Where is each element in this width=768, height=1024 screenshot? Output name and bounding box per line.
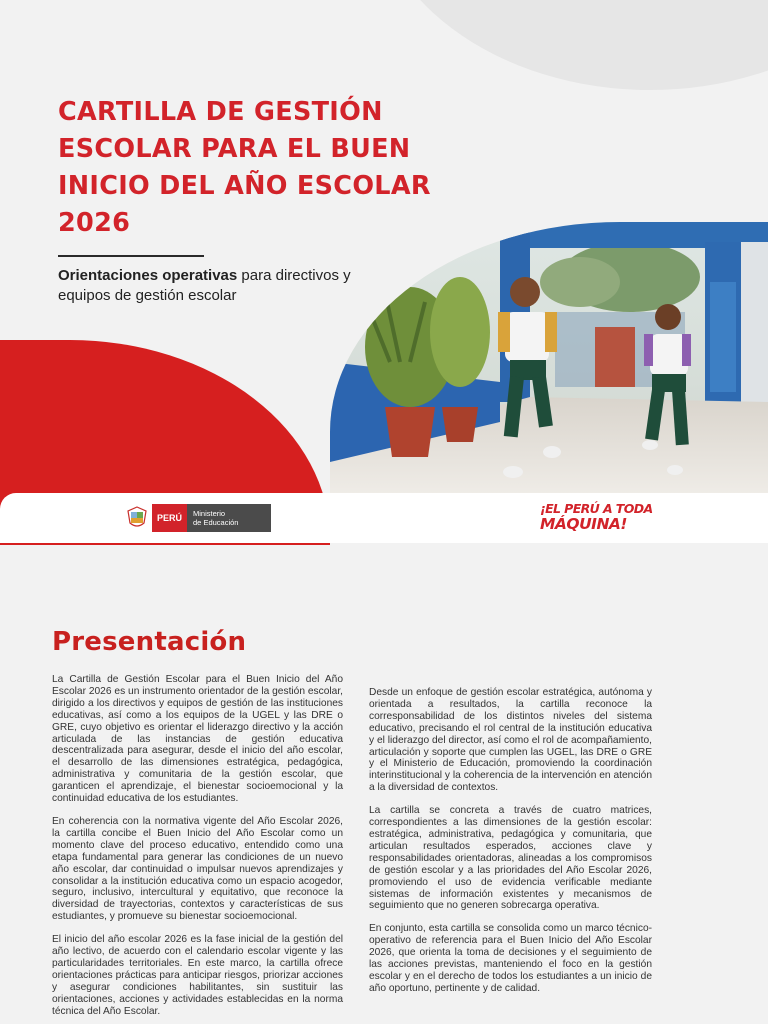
paragraph: La Cartilla de Gestión Escolar para el Buen Inicio del Año Escolar 2026 es un instrumento orientador de la gestión escolar, dirigido a los directivos y equipos de gestión de las instituciones educativas, así como a los equipos de la UGEL y las DRE o GRE, cuyo objetivo es orientar el liderazgo directivo y la acción articulada de las instancias de gestión educativa descentralizada para asegurar, desde el inicio del año escolar, el desarrollo de las dimensiones estratégica, pedagógica, administrativa y comunitaria de la gestión escolar, que garanticen el aprendizaje, el bienestar socioemocional y la continuidad educativa de los estudiantes. <box>52 674 343 805</box>
paragraph: Desde un enfoque de gestión escolar estratégica, autónoma y orientada a resultados, la cartilla reconoce la corresponsabilidad de los distintos niveles del sistema educativo, precisando el rol central de la institución educativa y el liderazgo del director, así como el rol de acompañamiento, articulación y soporte que cumplen las UGEL, las DRE o GRE y el Ministerio de Educación, promoviendo la coordinación interinstitucional y la coherencia de la intervención en atención a la diversidad de contextos. <box>369 687 652 794</box>
title-divider <box>58 255 204 257</box>
document-title: CARTILLA DE GESTIÓN ESCOLAR PARA EL BUEN INICIO DEL AÑO ESCOLAR 2026 <box>58 97 431 238</box>
paragraph: En conjunto, esta cartilla se consolida como un marco técnico-operativo de referencia para el Buen Inicio del Año Escolar 2026, que orienta la toma de decisiones y el seguimiento de las acciones previstas, manteniendo el foco en la gestión escolar y en el derecho de todos los estudiantes a un inicio de año oportuno, pertinente y de calidad. <box>369 923 652 994</box>
ministry-label <box>187 504 271 532</box>
slogan-line-1: ¡EL PERÚ A TODA <box>540 501 653 516</box>
peru-label: PERÚ <box>152 504 187 532</box>
ministry-line-2: de Educación <box>193 518 239 527</box>
left-column <box>52 674 343 1024</box>
document-subtitle <box>58 266 388 306</box>
minedu-logo <box>126 504 271 532</box>
peru-coat-of-arms-icon <box>126 506 148 530</box>
subtitle-rest: para directivos y equipos de gestión escolar <box>58 267 351 304</box>
ministry-line-1: Ministerio <box>193 509 226 518</box>
right-column <box>369 687 652 1006</box>
school-corridor-illustration <box>330 222 768 494</box>
campaign-slogan <box>540 501 653 533</box>
paragraph: En coherencia con la normativa vigente del Año Escolar 2026, la cartilla concibe el Buen Inicio del Año Escolar como un momento clave del proceso educativo, entendido como una etapa fundamental para generar las condiciones de un nuevo año escolar, dar continuidad o impulsar nuevos aprendizajes y consolidar a la institución educativa como un espacio acogedor, seguro, inclusivo, intercultural y equitativo, que reconoce la diversidad de trayectorias, contextos y características de sus estudiantes, y promueve su bienestar socioemocional. <box>52 815 343 923</box>
slogan-line-2: MÁQUINA! <box>540 514 627 533</box>
decorative-arc <box>370 0 768 90</box>
logo-band <box>0 493 768 543</box>
paragraph: El inicio del año escolar 2026 es la fase inicial de la gestión del año lectivo, de acuerdo con el calendario escolar vigente y las particularidades territoriales. En este marco, la cartilla ofrece orientaciones prácticas para anticipar riesgos, priorizar acciones y asegurar condiciones habilitantes, sin sustituir las orientaciones, acciones y actividades establecidas en la norma técnica del Año Escolar. <box>52 934 343 1017</box>
paragraph: La cartilla se concreta a través de cuatro matrices, correspondientes a las dimensiones de la gestión escolar: estratégica, administrativa, pedagógica y comunitaria, que articulan resultados esperados, acciones clave y responsabilidades orientadoras, alineadas a los compromisos de gestión escolar y a las prioridades del Año Escolar 2026, promoviendo el uso de evidencia verificable mediante sistemas de información existentes y mecanismos de seguimiento que no generen sobrecarga operativa. <box>369 805 652 912</box>
section-heading: Presentación <box>52 627 247 657</box>
subtitle-bold: Orientaciones operativas <box>58 267 238 284</box>
children-running-photo <box>330 222 768 494</box>
